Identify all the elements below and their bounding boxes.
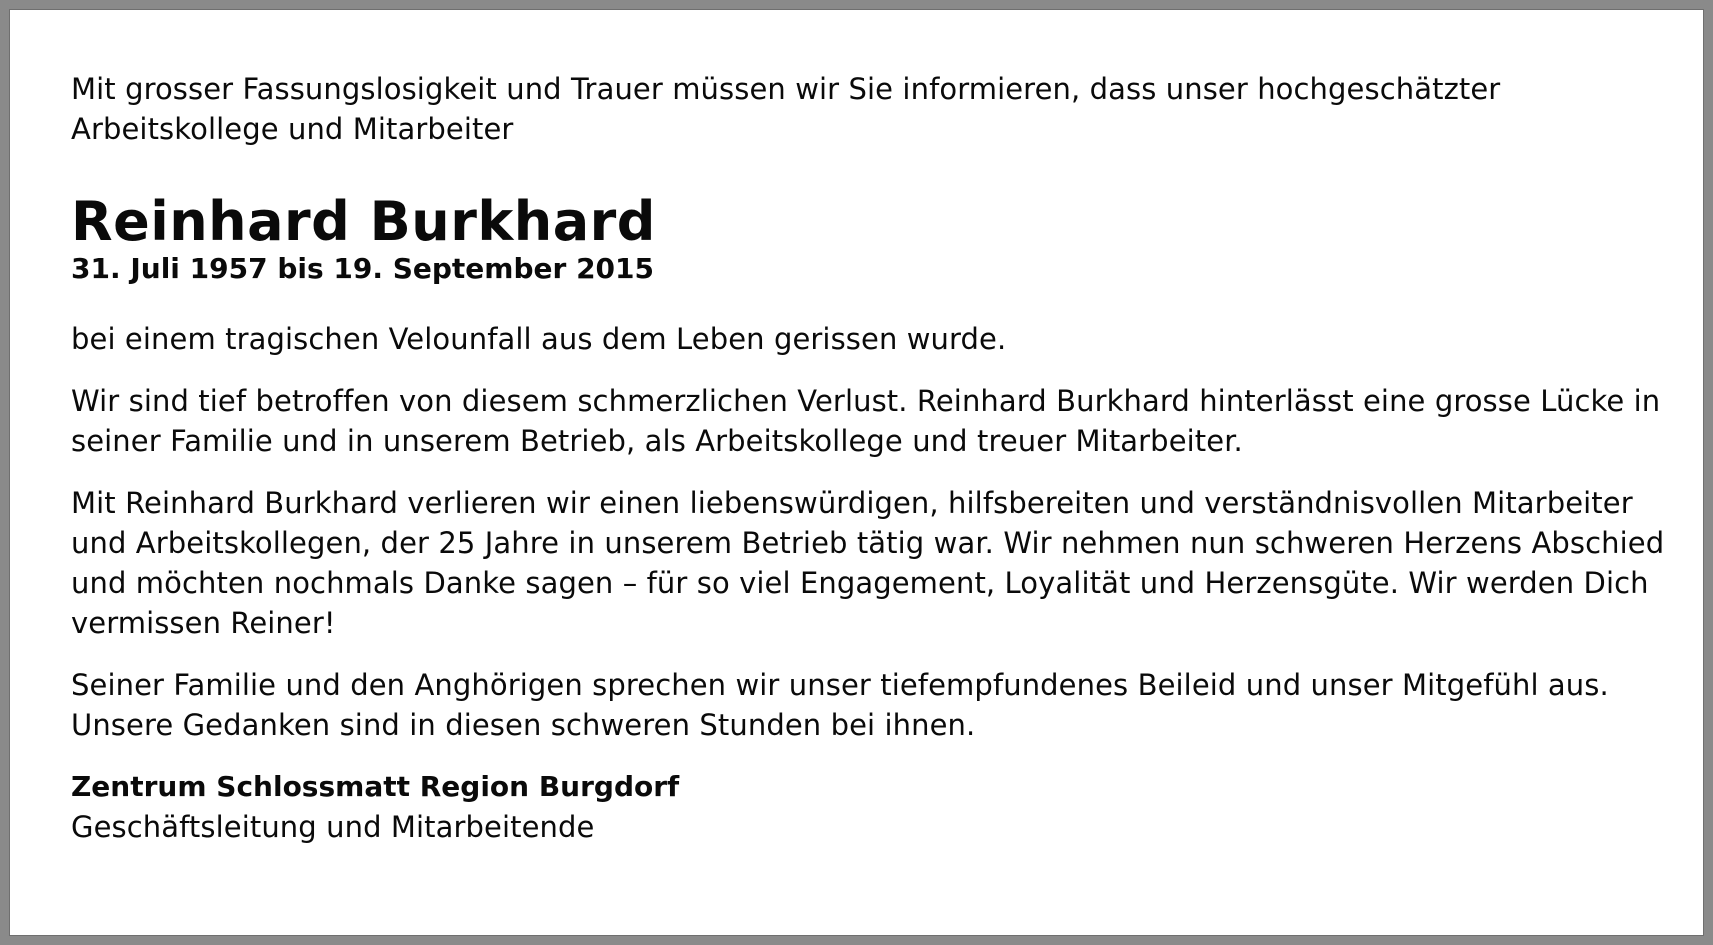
paragraph-loss: Wir sind tief betroffen von diesem schmerzlichen Verlust. Reinhard Burkhard hinterlässt eine grosse Lücke in seiner Familie und in unserem Betrieb, als Arbeitskollege und treuer Mitarbeiter. <box>71 384 1661 458</box>
paragraph-tribute: Mit Reinhard Burkhard verlieren wir einen liebenswürdigen, hilfsbereiten und verständnisvollen Mitarbeiter und Arbeitskollegen, der 25 Jahre in unserem Betrieb tätig war. Wir nehmen nun schweren Herzens Abschied und möchten nochmals Danke sagen – für so viel Engagement, Loyalität und Herzensgüte. Wir werden Dich vermissen Reiner! <box>71 486 1665 640</box>
obituary-notice <box>71 69 1671 847</box>
paragraph-accident: bei einem tragischen Velounfall aus dem Leben gerissen wurde. <box>71 322 1007 356</box>
signature-organization: Zentrum Schlossmatt Region Burgdorf <box>71 770 680 803</box>
deceased-name: Reinhard Burkhard <box>71 190 656 253</box>
signature-subtitle: Geschäftsleitung und Mitarbeitende <box>71 810 595 844</box>
life-dates: 31. Juli 1957 bis 19. September 2015 <box>71 252 654 285</box>
document-page <box>9 9 1704 936</box>
paragraph-condolences: Seiner Familie und den Anghörigen sprechen wir unser tiefempfundenes Beileid und unser Mitgefühl aus. Unsere Gedanken sind in diesen schweren Stunden bei ihnen. <box>71 668 1609 742</box>
intro-text: Mit grosser Fassungslosigkeit und Trauer müssen wir Sie informieren, dass unser hochgeschätzter Arbeitskollege und Mitarbeiter <box>71 72 1501 146</box>
